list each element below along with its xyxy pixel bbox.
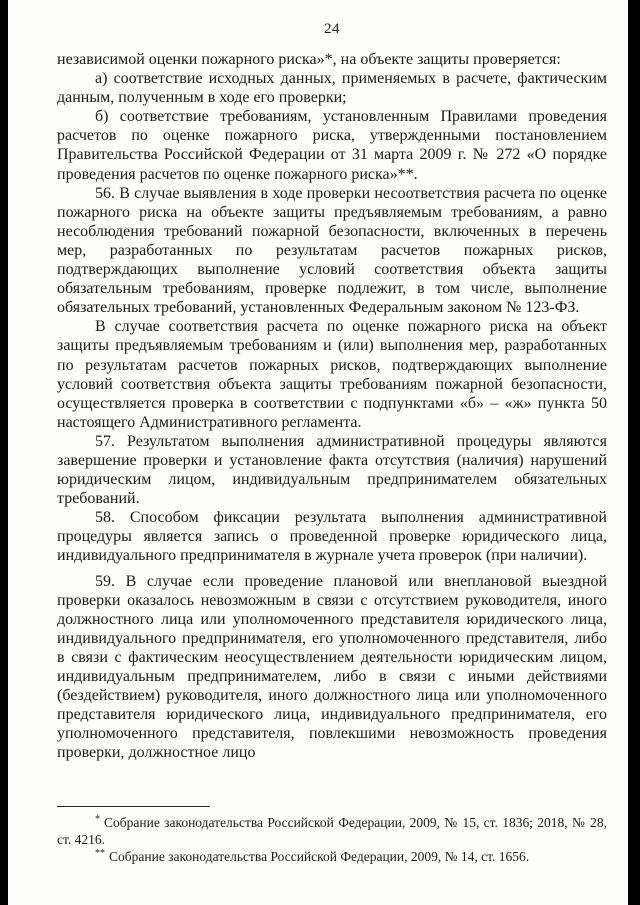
- footnote-text: Собрание законодательства Российской Федерации, 2009, № 14, ст. 1656.: [109, 849, 530, 864]
- footnote: [57, 814, 607, 848]
- paragraph: б) соответствие требованиям, установленным Правилами проведения расчетов по оценке пожарного риска, утвержденными постановлением Правительства Российской Федерации от 31 марта 2009 г. № 272 «О порядке проведения расчетов по оценке пожарного риска»**.: [57, 108, 607, 183]
- paragraph: независимой оценки пожарного риска»*, на объекте защиты проверяется:: [57, 51, 561, 68]
- paragraph: 56. В случае выявления в ходе проверки несоответствия расчета по оценке пожарного риска на объекте защиты предъявляемым требованиям, а равно несоблюдения требований пожарной безопасности, включенных в перечень мер, разработанных по результатам расчетов пожарных рисков, подтверждающих выполнение условий соответствия объекта защиты обязательным требованиям, проверке подлежит, в том числе, выполнение обязательных требований, установленных Федеральным законом № 123-ФЗ.: [57, 184, 607, 317]
- scan-edge-right: [628, 0, 640, 905]
- paragraph: 57. Результатом выполнения административной процедуры являются завершение проверки и установление факта отсутствия (наличия) нарушений юридическим лицом, индивидуальным предпринимателем обязательных требований.: [57, 432, 607, 508]
- footnote: [57, 848, 607, 865]
- footnotes-section: [57, 806, 607, 865]
- paragraph: а) соответствие исходных данных, применяемых в расчете, фактическим данным, полученным в ходе его проверки;: [57, 70, 607, 107]
- footnote-text: Собрание законодательства Российской Федерации, 2009, № 15, ст. 1836; 2018, № 28, ст. 4216.: [57, 815, 607, 847]
- footnote-marker: *: [95, 813, 100, 825]
- scan-edge-left: [0, 0, 8, 905]
- paragraph: В случае соответствия расчета по оценке пожарного риска на объект защиты предъявляемым требованиям и (или) выполнения мер, разработанных по результатам расчетов пожарных рисков, подтверждающих выполнение условий соответствия объекта защиты требованиям пожарной безопасности, осуществляется проверка в соответствии с подпунктами «б» – «ж» пункта 50 настоящего Административного регламента.: [57, 318, 607, 431]
- footnote-marker: **: [95, 847, 105, 859]
- page-content: [57, 0, 607, 762]
- footnote-separator: [57, 806, 210, 807]
- paragraph: 59. В случае если проведение плановой или внеплановой выездной проверки оказалось невозможным в связи с отсутствием руководителя, иного должностного лица или уполномоченного представителя юридического лица, индивидуального предпринимателя, его уполномоченного представителя, либо в связи с фактическим неосуществлением деятельности юридическим лицом, индивидуальным предпринимателем, либо в связи с иными действиями (бездействием) руководителя, иного должностного лица или уполномоченного представителя юридического лица, индивидуального предпринимателя, его уполномоченного представителя, повлекшими невозможность проведения проверки, должностное лицо: [57, 572, 607, 762]
- page-number: 24: [324, 21, 340, 37]
- paragraph: 58. Способом фиксации результата выполнения административной процедуры является запись о проведенной проверке юридического лица, индивидуального предпринимателя в журнале учета проверок (при наличии).: [57, 509, 607, 565]
- document-body: [57, 50, 607, 762]
